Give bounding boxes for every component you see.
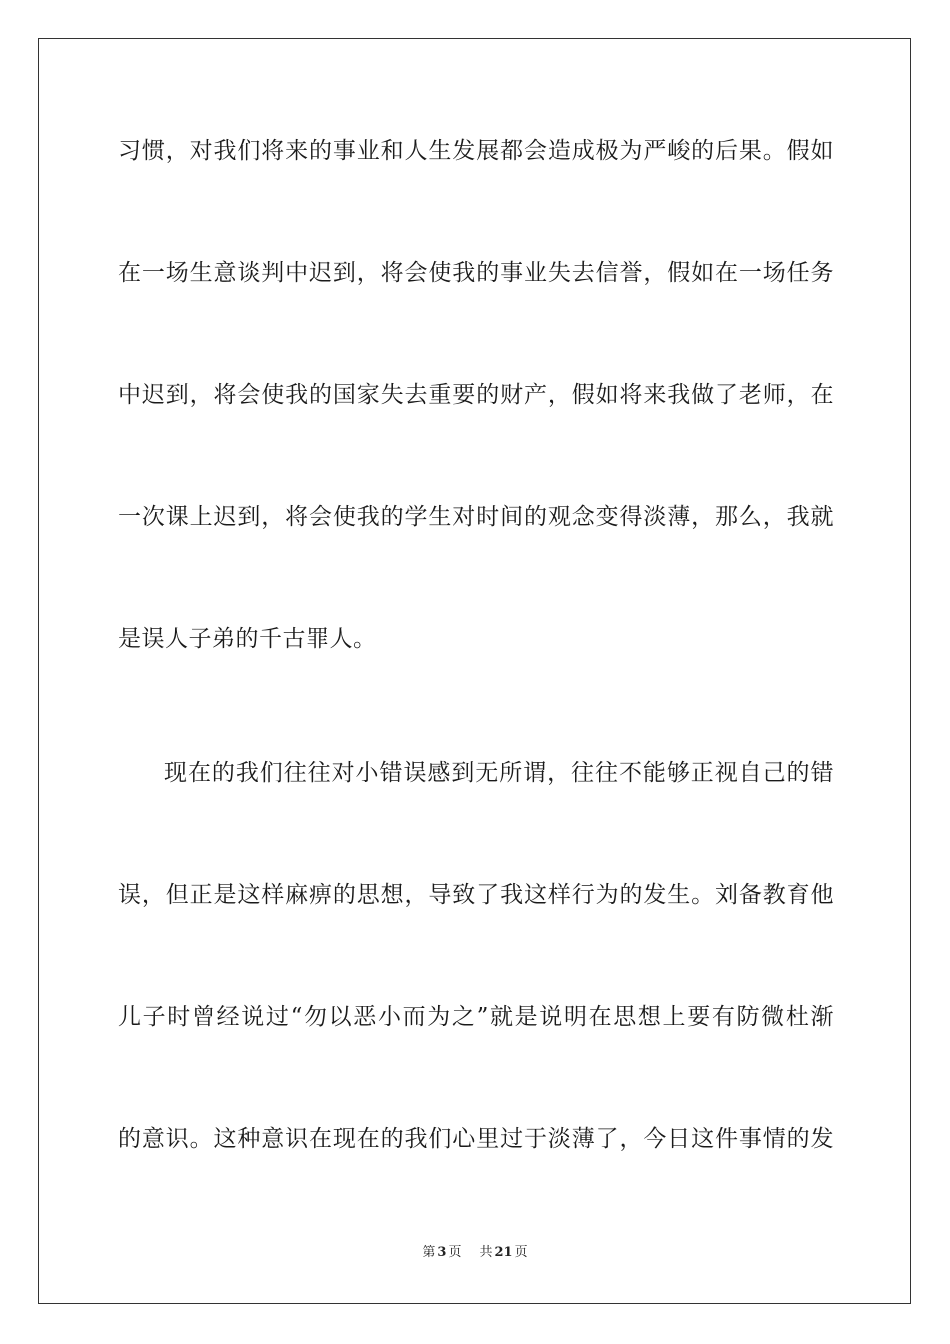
page-border	[38, 38, 911, 1304]
page-footer	[0, 1245, 950, 1261]
text-line: 中迟到，将会使我的国家失去重要的财产，假如将来我做了老师，在	[118, 382, 834, 408]
text-line: 习惯，对我们将来的事业和人生发展都会造成极为严峻的后果。假如	[118, 138, 834, 164]
text-line: 在一场生意谈判中迟到，将会使我的事业失去信誉，假如在一场任务	[118, 260, 834, 286]
page-prefix: 第	[422, 1245, 436, 1260]
paragraph-first-line: 现在的我们往往对小错误感到无所谓，往往不能够正视自己的错	[164, 760, 834, 786]
total-pages-number: 21	[494, 1245, 513, 1260]
text-line: 一次课上迟到，将会使我的学生对时间的观念变得淡薄，那么，我就	[118, 504, 834, 530]
text-line: 儿子时曾经说过“勿以恶小而为之”就是说明在思想上要有防微杜渐	[118, 1004, 834, 1030]
text-line: 的意识。这种意识在现在的我们心里过于淡薄了，今日这件事情的发	[118, 1126, 834, 1152]
page-suffix: 页	[448, 1245, 462, 1260]
current-page-number: 3	[437, 1245, 447, 1260]
text-line: 是误人子弟的千古罪人。	[118, 626, 377, 652]
total-suffix: 页	[514, 1245, 528, 1260]
text-line: 误，但正是这样麻痹的思想，导致了我这样行为的发生。刘备教育他	[118, 882, 834, 908]
total-prefix: 共	[479, 1245, 493, 1260]
